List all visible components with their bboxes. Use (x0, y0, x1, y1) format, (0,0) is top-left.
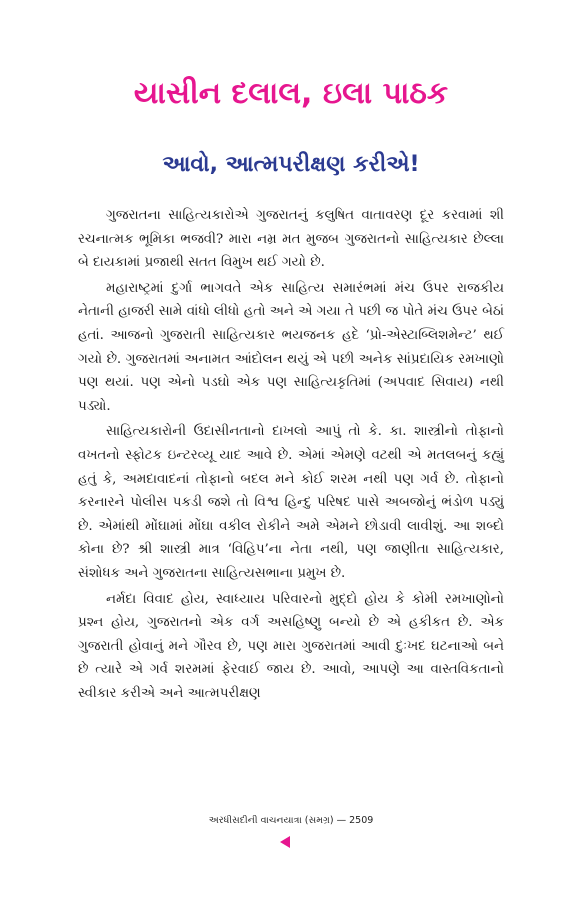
previous-page-arrow-icon[interactable] (280, 836, 290, 848)
page-footer: અરધીસદીની વાચનયાત્રા (સમગ્ર) — 2509 (208, 815, 374, 826)
paragraph: નર્મદા વિવાદ હોય, સ્વાધ્યાય પરિવારનો મુદ્દો હોય કે કોમી રમખાણોનો પ્રશ્ન હોય, ગુજરાતનો એક વર્ગ અસહિષ્ણુ બન્યો છે એ હકીકત છે. એક ગુજરાતી હોવાનું મને ગૌરવ છે, પણ મારા ગુજરાતમાં આવી દુઃખદ ઘટનાઓ બને છે ત્યારે એ ગર્વ શરમમાં ફેરવાઈ જાય છે. આવો, આપણે આ વાસ્તવિકતાનો સ્વીકાર કરીએ અને આત્મપરીક્ષણ (78, 591, 504, 701)
article-title: આવો, આત્મપરીક્ષણ કરીએ! (162, 152, 420, 177)
paragraph: સાહિત્યકારોની ઉદાસીનતાનો દાખલો આપું તો કે. કા. શાસ્ત્રીનો તોફાનો વખતનો સ્ફોટક ઇન્ટરવ્યૂ યાદ આવે છે. એમાં એમણે વટથી એ મતલબનું કહ્યું હતું કે, અમદાવાદનાં તોફાનો બદલ મને કોઈ શરમ નથી પણ ગર્વ છે. તોફાનો કરનારને પોલીસ પકડી જશે તો વિશ્વ હિન્દુ પરિષદ પાસે અબજોનું ભંડોળ પડ્યું છે. એમાંથી મોંઘામાં મોંઘા વકીલ રોકીને અમે એમને છોડાવી લાવીશું. આ શબ્દો કોના છે? શ્રી શાસ્ત્રી માત્ર ‘વિહિપ’ના નેતા નથી, પણ જાણીતા સાહિત્યકાર, સંશોધક અને ગુજરાતના સાહિત્યસભાના પ્રમુખ છે. (78, 424, 504, 581)
paragraph: મહારાષ્ટ્રમાં દુર્ગા ભાગવતે એક સાહિત્ય સમારંભમાં મંચ ઉપર રાજકીય નેતાની હાજરી સામે વાંધો લીધો હતો અને એ ગયા તે પછી જ પોતે મંચ ઉપર બેઠાં હતાં. આજનો ગુજરાતી સાહિત્યકાર ભયજનક હદે ‘પ્રો-એસ્ટાબ્લિશમેન્ટ’ થઈ ગયો છે. ગુજરાતમાં અનામત આંદોલન થયું એ પછી અનેક સાંપ્રદાયિક રમખાણો પણ થયાં. પણ એનો પડઘો એક પણ સાહિત્યકૃતિમાં (અપવાદ સિવાય) નથી પડ્યો. (78, 280, 504, 414)
paragraph: ગુજરાતના સાહિત્યકારોએ ગુજરાતનું કલુષિત વાતાવરણ દૂર કરવામાં શી રચનાત્મક ભૂમિકા ભજવી? મારા નમ્ર મત મુજબ ગુજરાતનો સાહિત્યકાર છેલ્લા બે દાયકામાં પ્રજાથી સતત વિમુખ થઈ ગયો છે. (78, 208, 504, 271)
article-body (78, 204, 504, 707)
author-heading: યાસીન દલાલ, ઇલા પાઠક (133, 76, 449, 111)
